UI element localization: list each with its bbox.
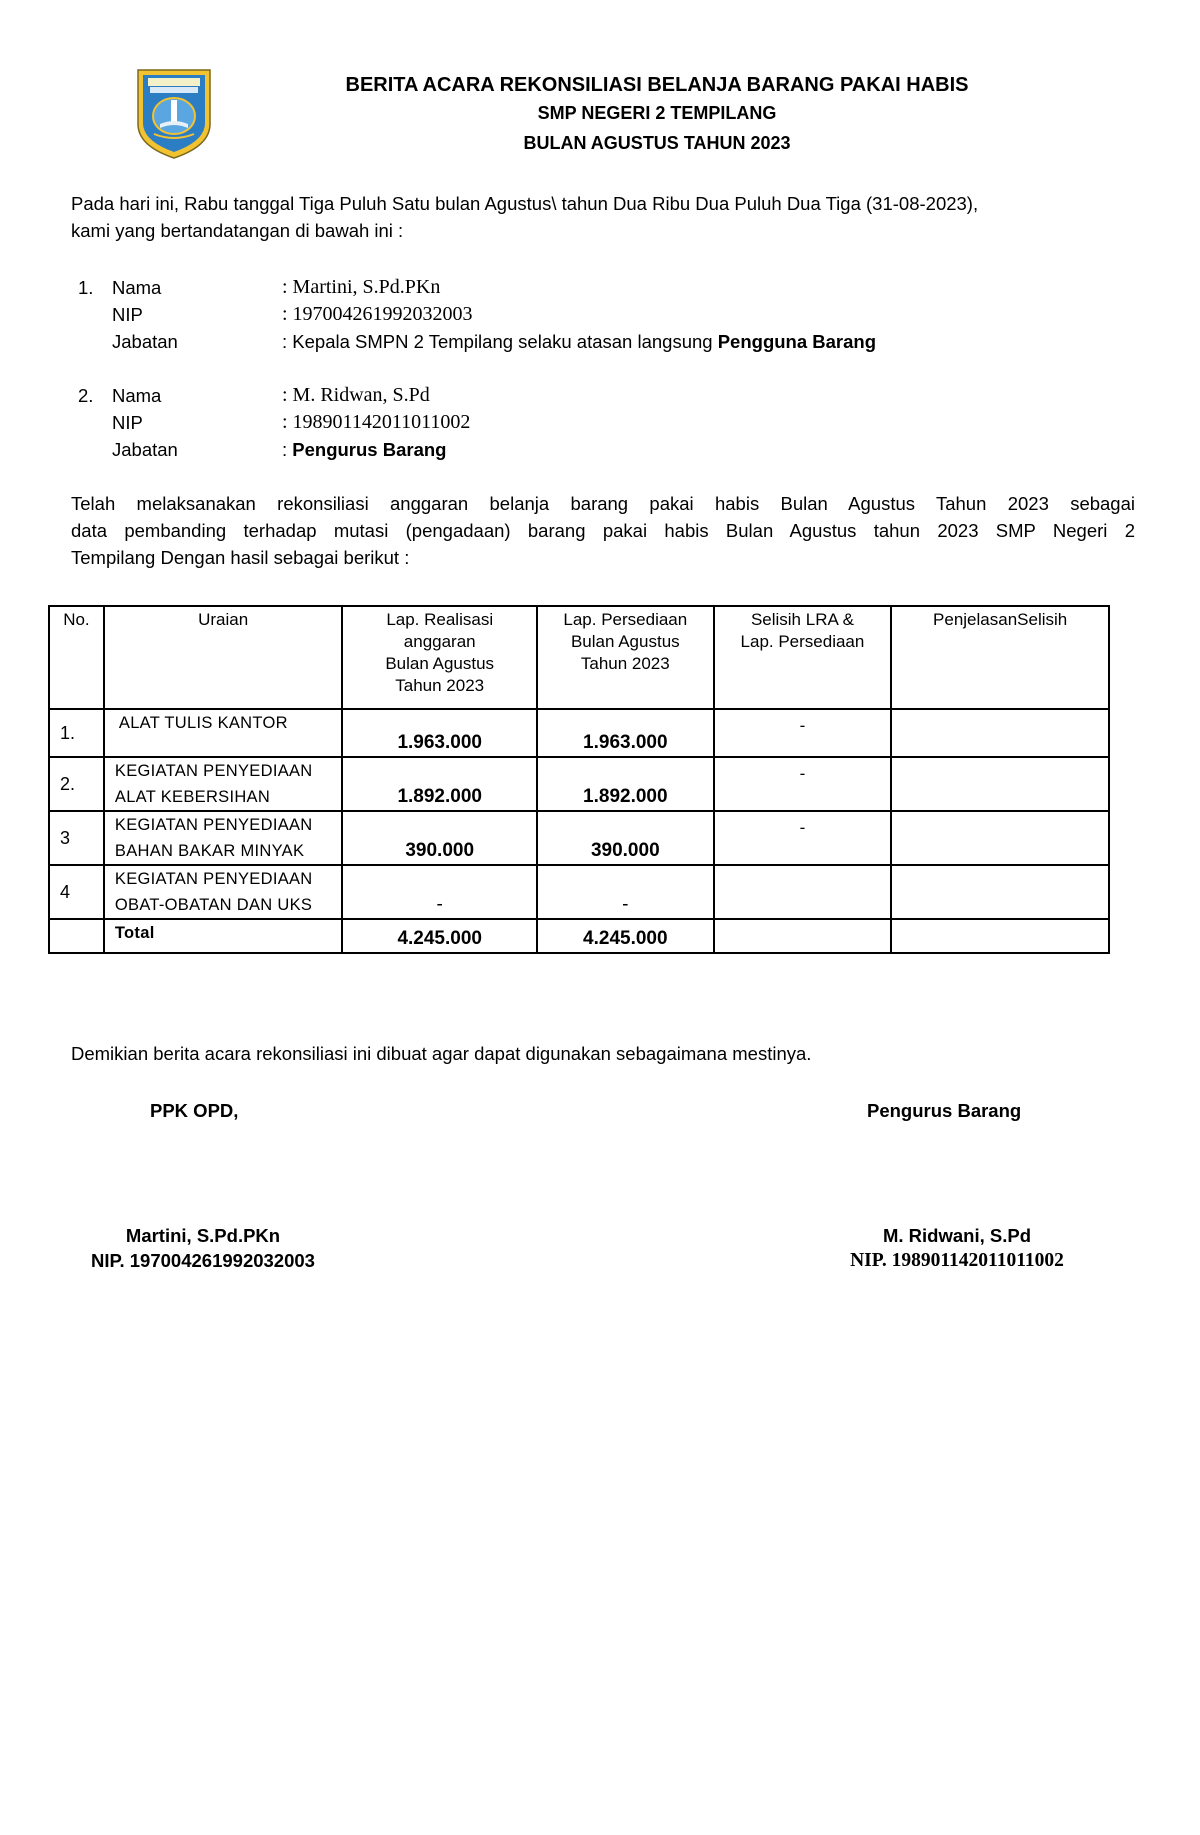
jabatan-label: Jabatan	[112, 439, 178, 460]
header-line: Tahun 2023	[395, 676, 485, 695]
row-realisasi: 1.963.000	[342, 709, 537, 757]
row-persediaan: 1.892.000	[537, 757, 714, 811]
row-realisasi: 390.000	[342, 811, 537, 865]
signer-left-name: Martini, S.Pd.PKn	[125, 1225, 281, 1246]
reconciliation-table	[48, 605, 1110, 954]
school-name: SMP NEGERI 2 TEMPILANG	[537, 103, 777, 123]
row-uraian	[104, 709, 343, 757]
row-no: 1.	[49, 709, 104, 757]
row-selisih	[714, 865, 892, 919]
header-persediaan	[537, 606, 714, 709]
person-number: 2.	[78, 385, 94, 406]
signer-right-name: M. Ridwani, S.Pd	[882, 1225, 1031, 1246]
table-row	[49, 811, 1109, 865]
header-realisasi	[342, 606, 537, 709]
uraian-line: OBAT-OBATAN DAN UKS	[114, 896, 313, 914]
signer-left-title: PPK OPD,	[150, 1100, 239, 1121]
header-line: Lap. Realisasi	[386, 610, 494, 629]
row-selisih: -	[714, 757, 892, 811]
nip-value: : 197004261992032003	[282, 303, 473, 325]
row-persediaan: -	[537, 865, 714, 919]
row-penjelasan	[891, 811, 1109, 865]
nama-value: : M. Ridwan, S.Pd	[282, 384, 430, 406]
statement-line: Tempilang Dengan hasil sebagai berikut :	[71, 547, 410, 568]
row-no: 4	[49, 865, 104, 919]
header-line: Bulan Agustus	[570, 632, 680, 651]
jabatan-text: : Kepala SMPN 2 Tempilang selaku atasan langsung	[282, 331, 718, 352]
row-uraian	[104, 757, 343, 811]
closing-statement: Demikian berita acara rekonsiliasi ini dibuat agar dapat digunakan sebagaimana mestinya.	[71, 1043, 812, 1064]
header-line: Lap. Persediaan	[563, 610, 688, 629]
total-selisih	[714, 919, 892, 953]
table-row	[49, 757, 1109, 811]
uraian-line: KEGIATAN PENYEDIAAN	[114, 870, 313, 888]
person-number: 1.	[78, 277, 94, 298]
statement-line: data pembanding terhadap mutasi (pengadaan) barang pakai habis Bulan Agustus tahun 2023 SMP Negeri 2	[71, 520, 1135, 541]
statement-paragraph	[71, 490, 1135, 571]
signer-left-nip: NIP. 197004261992032003	[91, 1250, 315, 1271]
row-realisasi: -	[342, 865, 537, 919]
uraian-line: BAHAN BAKAR MINYAK	[114, 842, 305, 860]
uraian-line: ALAT TULIS KANTOR	[118, 714, 288, 732]
nip-value: : 198901142011011002	[282, 411, 471, 433]
header-line: Tahun 2023	[580, 654, 670, 673]
header-line: Bulan Agustus	[385, 654, 495, 673]
row-penjelasan	[891, 709, 1109, 757]
signer-right-nip: NIP. 198901142011011002	[850, 1250, 1064, 1271]
row-penjelasan	[891, 865, 1109, 919]
uraian-line: ALAT KEBERSIHAN	[114, 788, 271, 806]
jabatan-text: :	[282, 439, 293, 460]
intro-line: Pada hari ini, Rabu tanggal Tiga Puluh Satu bulan Agustus\ tahun Dua Ribu Dua Puluh Dua Tiga (31-08-2023),	[71, 193, 979, 214]
nama-label: Nama	[112, 385, 162, 406]
table-row	[49, 709, 1109, 757]
total-label: Total	[104, 919, 343, 953]
signer-right-title: Pengurus Barang	[867, 1100, 1022, 1121]
jabatan-role: Pengguna Barang	[717, 331, 877, 352]
nip-label: NIP	[112, 412, 143, 433]
table-row	[49, 865, 1109, 919]
uraian-line: KEGIATAN PENYEDIAAN	[114, 816, 313, 834]
nama-label: Nama	[112, 277, 162, 298]
header-line: Selisih LRA &	[750, 610, 854, 629]
intro-paragraph	[71, 190, 1135, 244]
row-realisasi: 1.892.000	[342, 757, 537, 811]
total-penjelasan	[891, 919, 1109, 953]
row-selisih: -	[714, 811, 892, 865]
table-header-row	[49, 606, 1109, 709]
jabatan-label: Jabatan	[112, 331, 178, 352]
header-line: anggaran	[403, 632, 476, 651]
jabatan-role: Pengurus Barang	[292, 439, 447, 460]
jabatan-value	[282, 436, 446, 463]
row-persediaan: 390.000	[537, 811, 714, 865]
total-realisasi: 4.245.000	[342, 919, 537, 953]
row-penjelasan	[891, 757, 1109, 811]
row-no: 3	[49, 811, 104, 865]
report-period: BULAN AGUSTUS TAHUN 2023	[523, 133, 791, 153]
intro-line: kami yang bertandatangan di bawah ini :	[71, 220, 404, 241]
header-uraian: Uraian	[104, 606, 343, 709]
statement-line: Telah melaksanakan rekonsiliasi anggaran belanja barang pakai habis Bulan Agustus Tahun 2023 sebagai	[71, 493, 1135, 514]
nama-value: : Martini, S.Pd.PKn	[282, 276, 441, 298]
document-title: BERITA ACARA REKONSILIASI BELANJA BARANG PAKAI HABIS	[345, 74, 969, 96]
header-selisih	[714, 606, 892, 709]
total-persediaan: 4.245.000	[537, 919, 714, 953]
uraian-line: KEGIATAN PENYEDIAAN	[114, 762, 313, 780]
row-persediaan: 1.963.000	[537, 709, 714, 757]
table-total-row	[49, 919, 1109, 953]
jabatan-value	[282, 328, 876, 355]
row-no: 2.	[49, 757, 104, 811]
total-no	[49, 919, 104, 953]
row-uraian	[104, 865, 343, 919]
nip-label: NIP	[112, 304, 143, 325]
row-selisih: -	[714, 709, 892, 757]
header-no: No.	[49, 606, 104, 709]
header-penjelasan: PenjelasanSelisih	[891, 606, 1109, 709]
header-line: Lap. Persediaan	[740, 632, 865, 651]
row-uraian	[104, 811, 343, 865]
